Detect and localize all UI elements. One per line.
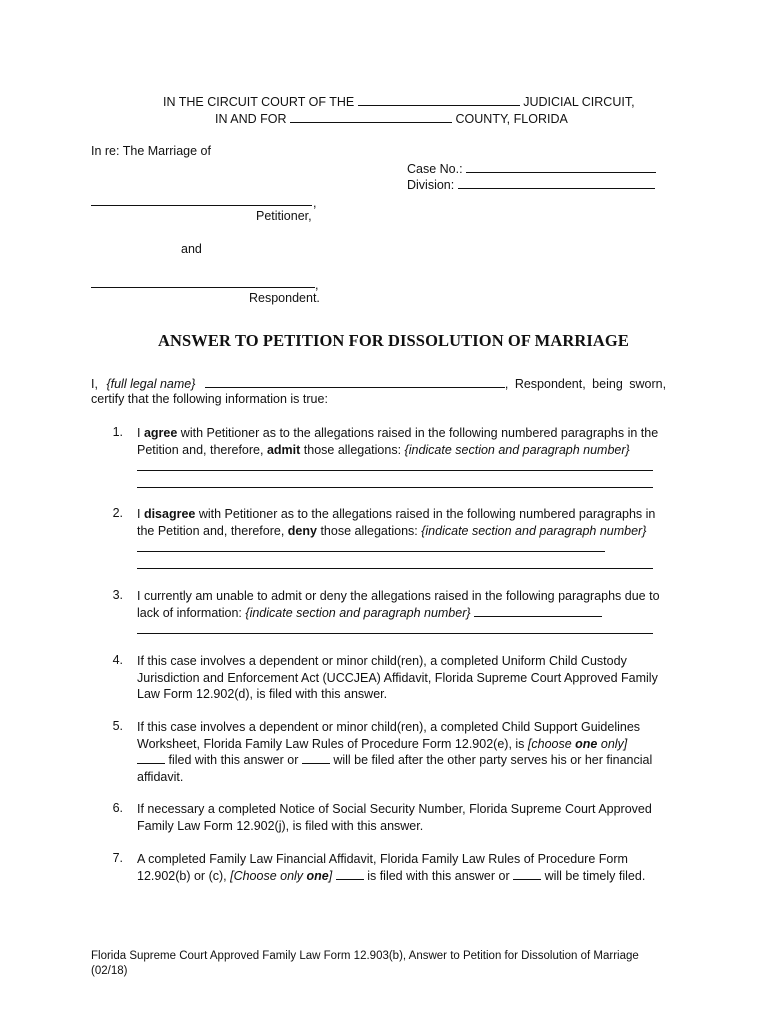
item-number: 5.	[112, 719, 123, 733]
agree-keyword: agree	[143, 426, 178, 440]
petitioner-name-field[interactable]	[91, 205, 312, 206]
item-text: Petition and, therefore,	[137, 442, 267, 457]
item-text: ]	[328, 868, 333, 883]
item-text: I	[137, 426, 144, 440]
item-number: 6.	[112, 801, 123, 815]
disagree-paragraphs-field-2[interactable]	[137, 568, 653, 569]
item-text: Jurisdiction and Enforcement Act (UCCJEA) Affidavit, Florida Supreme Court Approved Family	[137, 670, 658, 685]
one-keyword: one	[575, 736, 598, 751]
court-header-prefix: IN THE CIRCUIT COURT OF THE	[163, 95, 355, 109]
footer-revision-date: (02/18)	[91, 965, 128, 977]
page-title: ANSWER TO PETITION FOR DISSOLUTION OF MARRIAGE	[158, 331, 629, 350]
filed-later-checkbox[interactable]	[302, 752, 330, 764]
item-text: [Choose only	[230, 868, 307, 883]
section-hint: {indicate section and paragraph number}	[404, 442, 630, 457]
item-number: 3.	[112, 588, 123, 602]
respondent-name-field[interactable]	[91, 287, 315, 288]
item-3-unable	[137, 588, 677, 621]
item-text: lack of information:	[137, 605, 246, 620]
item-text: those allegations:	[300, 442, 405, 457]
intro-i: I,	[91, 377, 98, 391]
section-hint: {indicate section and paragraph number}	[421, 523, 647, 538]
item-1-agree	[137, 425, 677, 458]
case-number-field[interactable]	[466, 161, 656, 173]
disagree-paragraphs-field-1[interactable]	[137, 551, 605, 552]
item-text: If necessary a completed Notice of Social Security Number, Florida Supreme Court Approved	[137, 802, 652, 816]
item-text: will be filed after the other party serves his or her financial	[329, 753, 653, 767]
agree-paragraphs-field-2[interactable]	[137, 487, 653, 488]
in-re-label: In re: The Marriage of	[91, 144, 211, 158]
item-number: 2.	[112, 506, 123, 520]
item-text: filed with this answer or	[165, 753, 302, 767]
division-label: Division:	[407, 178, 455, 192]
full-name-hint: {full legal name}	[106, 377, 196, 391]
comma-mark: ,	[313, 196, 317, 210]
item-text: If this case involves a dependent or minor child(ren), a completed Child Support Guidelines	[137, 720, 641, 734]
court-header-line-2	[215, 111, 568, 126]
intro-line-1	[91, 376, 681, 391]
county-suffix: COUNTY, FLORIDA	[455, 112, 568, 126]
item-6-ssn-notice	[137, 801, 677, 834]
court-header-suffix: JUDICIAL CIRCUIT,	[523, 95, 635, 109]
item-text: with Petitioner as to the allegations raised in the following numbered paragraphs in	[195, 507, 656, 521]
agree-paragraphs-field-1[interactable]	[137, 470, 653, 471]
county-field[interactable]	[290, 111, 452, 123]
item-text: only]	[597, 736, 628, 751]
item-text: affidavit.	[137, 769, 184, 784]
disagree-keyword: disagree	[143, 507, 196, 521]
item-text: 12.902(b) or (c),	[137, 868, 231, 883]
admit-keyword: admit	[266, 442, 301, 457]
affidavit-filed-checkbox[interactable]	[336, 868, 364, 880]
division-field[interactable]	[458, 177, 655, 189]
intro-line-2: certify that the following information is true:	[91, 392, 328, 406]
section-hint: {indicate section and paragraph number}	[245, 605, 471, 620]
item-text: Law Form 12.902(d), is filed with this answer.	[137, 687, 388, 701]
respondent-label: Respondent.	[249, 291, 320, 305]
item-text: those allegations:	[316, 523, 422, 538]
county-prefix: IN AND FOR	[215, 112, 287, 126]
court-header-line-1	[163, 94, 635, 109]
item-text: Worksheet, Florida Family Law Rules of Procedure Form 12.902(e), is	[137, 736, 528, 751]
page-footer	[91, 949, 639, 979]
item-text: Family Law Form 12.902(j), is filed with this answer.	[137, 818, 424, 833]
case-number-row	[407, 161, 656, 176]
filed-with-answer-checkbox[interactable]	[137, 752, 165, 764]
case-number-label: Case No.:	[407, 162, 463, 176]
item-number: 4.	[112, 653, 123, 667]
deny-keyword: deny	[287, 523, 317, 538]
item-text: If this case involves a dependent or minor child(ren), a completed Uniform Child Custody	[137, 654, 627, 668]
item-number: 7.	[112, 851, 123, 865]
respondent-sworn-text: , Respondent, being sworn,	[504, 377, 667, 391]
affidavit-later-checkbox[interactable]	[513, 868, 541, 880]
unable-paragraphs-field-1[interactable]	[474, 605, 602, 617]
item-text: [choose	[527, 736, 576, 751]
item-text: A completed Family Law Financial Affidavit, Florida Family Law Rules of Procedure Form	[137, 852, 628, 866]
item-text: with Petitioner as to the allegations raised in the following numbered paragraphs in the	[177, 426, 659, 440]
item-number: 1.	[112, 425, 123, 439]
comma-mark: ,	[315, 278, 319, 292]
item-4-uccjea	[137, 653, 677, 703]
one-keyword: one	[306, 868, 329, 883]
item-7-financial-affidavit	[137, 851, 677, 884]
item-text: I	[137, 507, 144, 521]
petitioner-label: Petitioner,	[256, 209, 312, 223]
full-legal-name-field[interactable]	[205, 376, 505, 388]
item-5-child-support	[137, 719, 677, 785]
item-2-disagree	[137, 506, 677, 539]
judicial-circuit-field[interactable]	[358, 94, 520, 106]
division-row	[407, 177, 655, 192]
item-text: is filed with this answer or	[363, 868, 514, 883]
and-label: and	[181, 242, 202, 256]
unable-paragraphs-field-2[interactable]	[137, 633, 653, 634]
item-text: the Petition and, therefore,	[137, 523, 288, 538]
item-text: will be timely filed.	[541, 868, 646, 883]
footer-form-title: Florida Supreme Court Approved Family Law Form 12.903(b), Answer to Petition for Dissolution of Marriage	[91, 950, 639, 962]
item-text: I currently am unable to admit or deny the allegations raised in the following paragraphs due to	[137, 589, 660, 603]
